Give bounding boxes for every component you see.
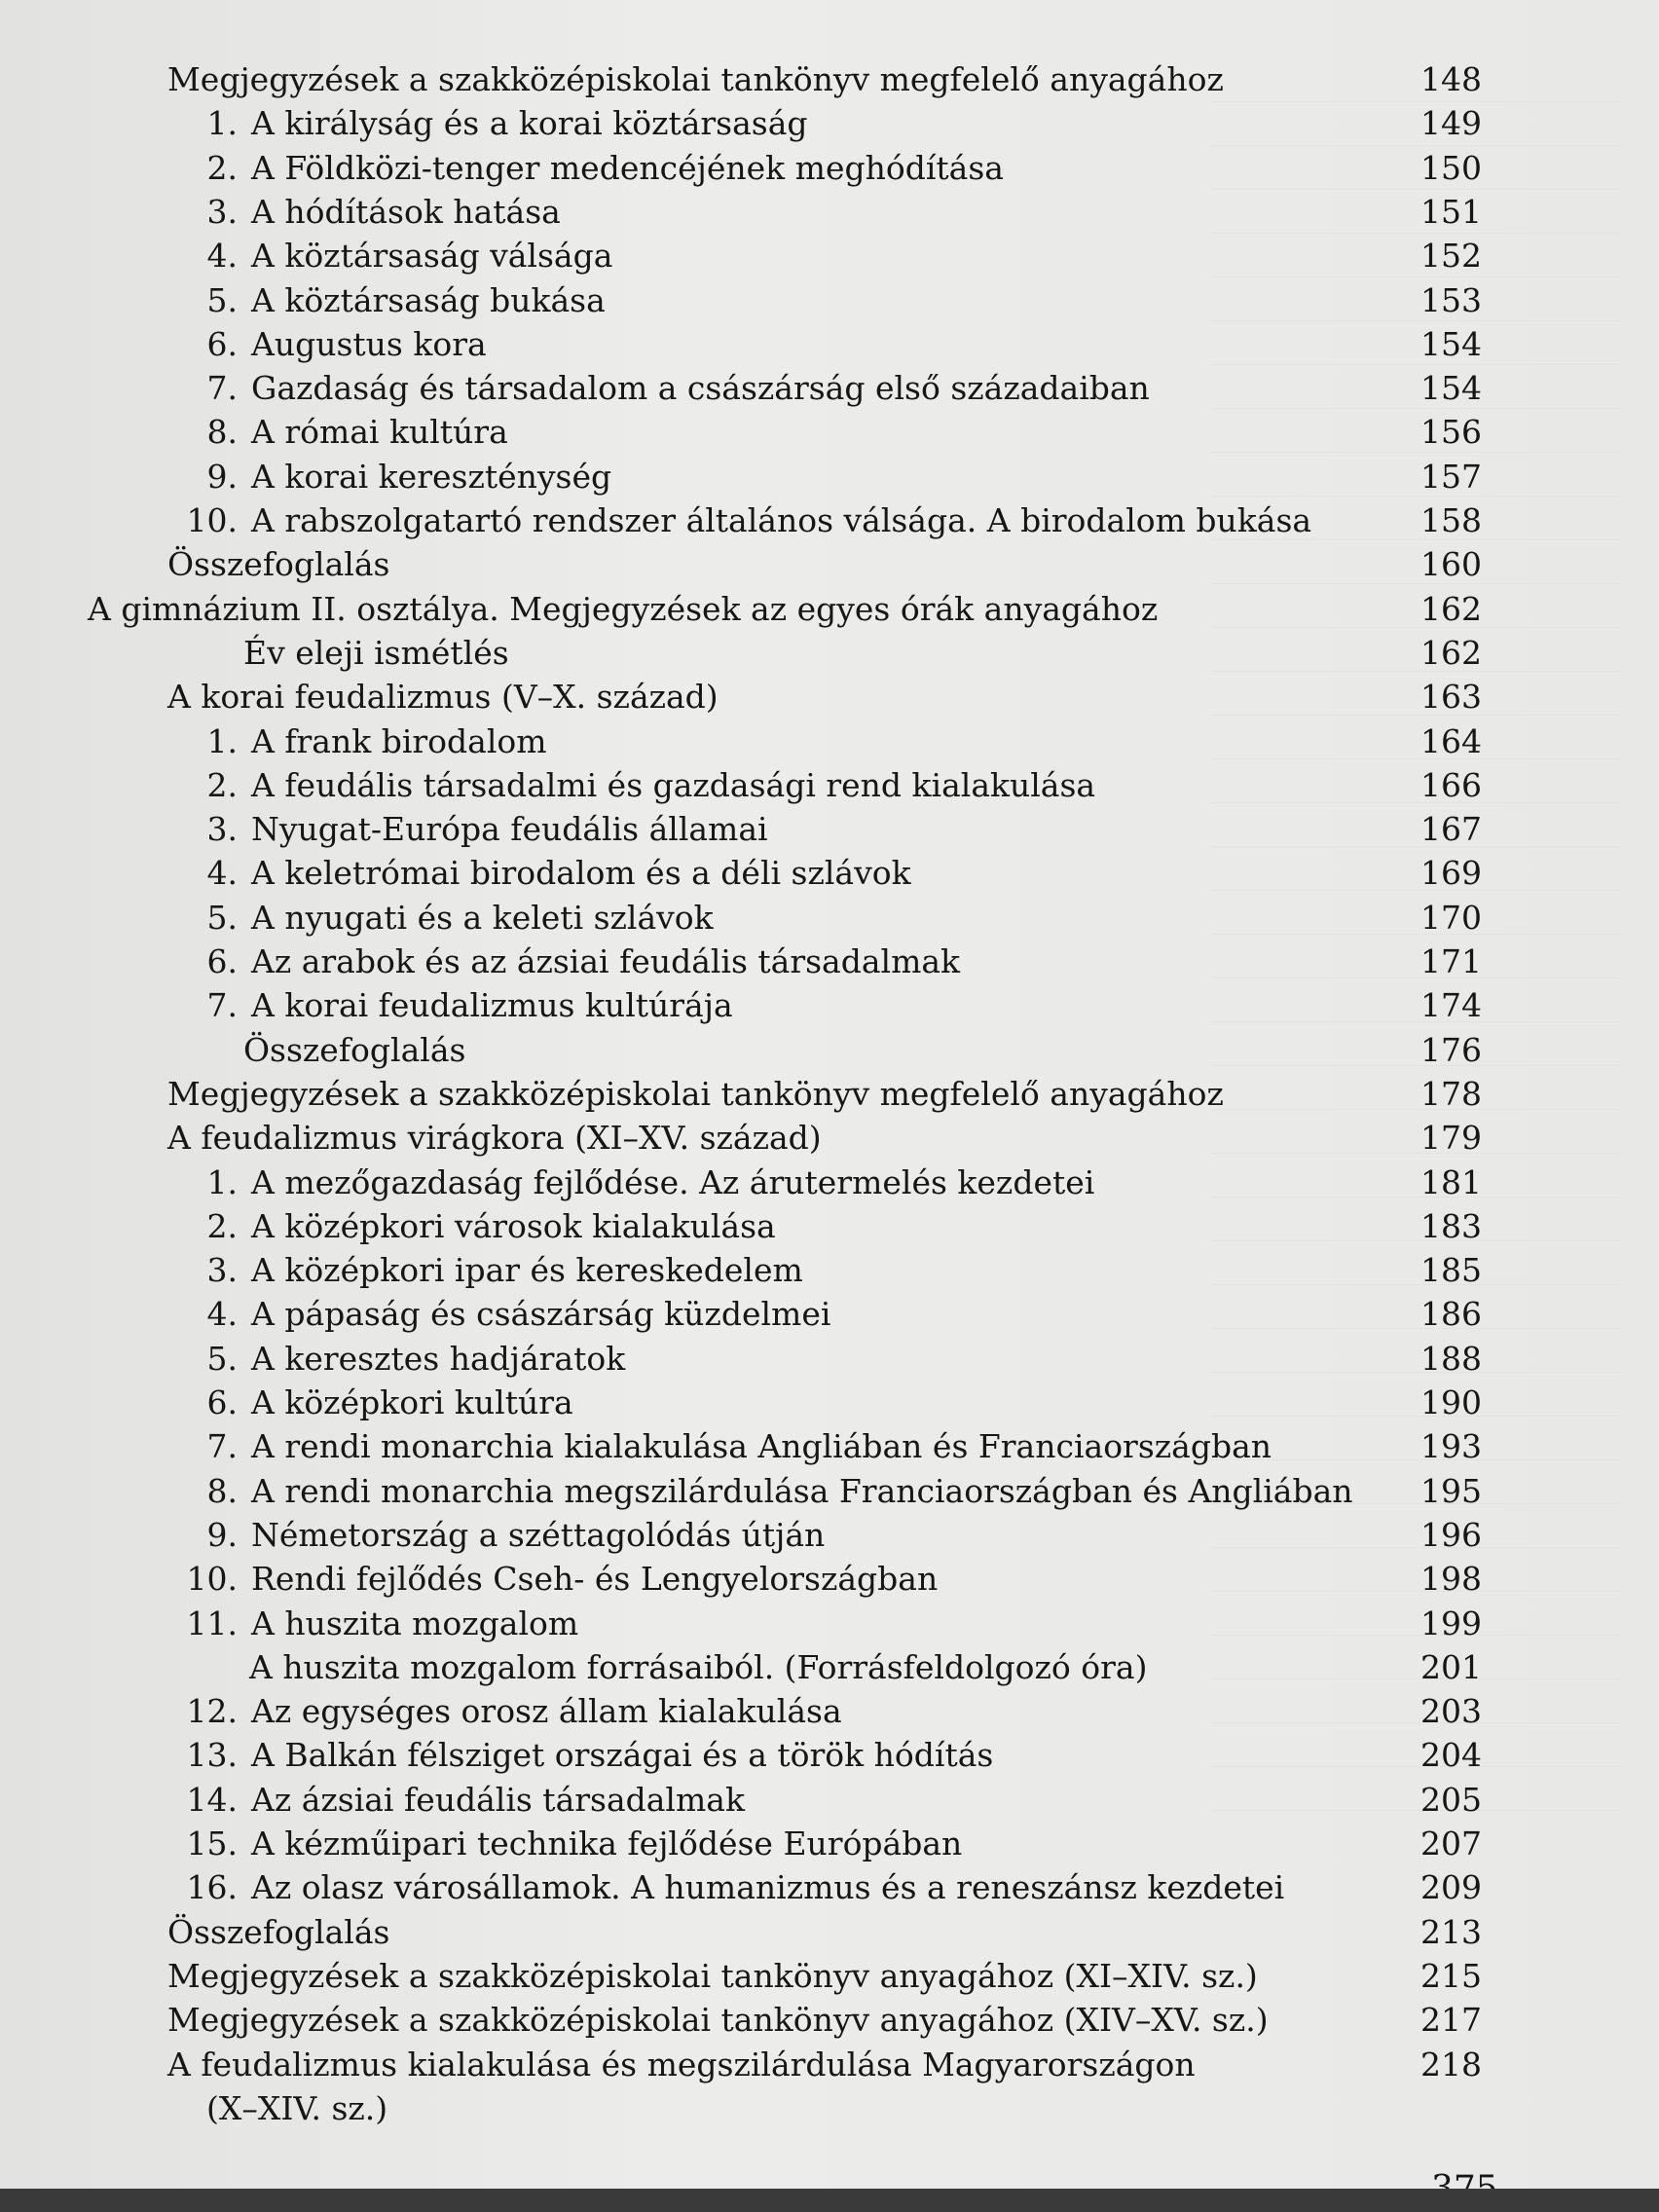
toc-entry-title: (X–XIV. sz.) bbox=[206, 2089, 388, 2127]
toc-entry-page: 158 bbox=[1420, 501, 1482, 539]
toc-entry bbox=[183, 279, 606, 322]
toc-entry bbox=[183, 1734, 993, 1777]
toc-entry-title: Az ázsiai feudális társadalmak bbox=[251, 1781, 745, 1819]
toc-entry-page: 162 bbox=[1420, 590, 1482, 628]
toc-entry-page: 166 bbox=[1420, 766, 1482, 804]
toc-entry bbox=[183, 411, 508, 454]
toc-entry-title: A huszita mozgalom bbox=[251, 1604, 579, 1642]
toc-entry bbox=[167, 2044, 1196, 2086]
toc-entry bbox=[167, 543, 389, 586]
toc-entry-number: 4. bbox=[206, 1295, 238, 1333]
toc-entry-number: 9. bbox=[206, 1516, 238, 1554]
toc-entry bbox=[243, 632, 509, 675]
toc-entry bbox=[206, 2087, 387, 2130]
toc-entry-page: 178 bbox=[1420, 1075, 1482, 1113]
toc-entry bbox=[183, 323, 487, 366]
toc-entry-number: 3. bbox=[206, 193, 238, 231]
toc-entry-page: 198 bbox=[1420, 1560, 1482, 1598]
toc-entry bbox=[183, 897, 714, 940]
toc-entry bbox=[183, 147, 1004, 190]
toc-entry-number: 12. bbox=[186, 1692, 238, 1730]
toc-entry bbox=[183, 984, 733, 1027]
toc-entry-number: 5. bbox=[206, 899, 238, 937]
toc-entry-title: A rabszolgatartó rendszer általános válsága. A birodalom bukása bbox=[251, 501, 1312, 539]
toc-entry-title: A korai kereszténység bbox=[251, 458, 612, 496]
toc-entry-title: A köztársaság válsága bbox=[251, 237, 613, 275]
toc-entry bbox=[183, 235, 612, 277]
toc-entry-title: A királyság és a korai köztársaság bbox=[251, 104, 808, 142]
toc-entry-page: 183 bbox=[1420, 1207, 1482, 1245]
toc-entry-title: A rendi monarchia kialakulása Angliában és Franciaországban bbox=[251, 1427, 1272, 1465]
toc-entry-title: Megjegyzések a szakközépiskolai tankönyv anyagához (XI–XIV. sz.) bbox=[167, 1957, 1258, 1995]
toc-entry-page: 213 bbox=[1420, 1913, 1482, 1951]
toc-entry bbox=[167, 1999, 1269, 2042]
toc-entry-title: A korai feudalizmus (V–X. század) bbox=[167, 678, 719, 716]
toc-entry-page: 188 bbox=[1420, 1340, 1482, 1378]
toc-entry bbox=[183, 808, 768, 851]
toc-entry bbox=[183, 720, 547, 763]
toc-entry-title: Összefoglalás bbox=[167, 545, 390, 583]
toc-entry-page: 195 bbox=[1420, 1472, 1482, 1510]
toc-entry bbox=[183, 1779, 745, 1822]
toc-entry-page: 169 bbox=[1420, 854, 1482, 892]
toc-entry-number: 2. bbox=[206, 149, 238, 187]
toc-entry-title: A feudális társadalmi és gazdasági rend kialakulása bbox=[251, 766, 1096, 804]
toc-entry-title: A keresztes hadjáratok bbox=[251, 1340, 626, 1378]
toc-entry-page: 207 bbox=[1420, 1825, 1482, 1862]
toc-entry-title: Rendi fejlődés Cseh- és Lengyelországban bbox=[251, 1560, 939, 1598]
toc-entry-title: A köztársaság bukása bbox=[251, 281, 606, 319]
toc-entry-page: 176 bbox=[1420, 1031, 1482, 1069]
toc-entry-page: 170 bbox=[1420, 899, 1482, 937]
toc-entry-page: 156 bbox=[1420, 413, 1482, 451]
toc-entry-page: 149 bbox=[1420, 104, 1482, 142]
toc-entry-number: 2. bbox=[206, 1207, 238, 1245]
toc-entry-number: 1. bbox=[206, 1163, 238, 1201]
toc-entry-page: 199 bbox=[1420, 1604, 1482, 1642]
toc-entry-number: 4. bbox=[206, 854, 238, 892]
toc-entry bbox=[249, 1646, 1147, 1689]
toc-entry-title: A korai feudalizmus kultúrája bbox=[251, 986, 733, 1024]
toc-entry bbox=[183, 191, 561, 234]
toc-entry-page: 186 bbox=[1420, 1295, 1482, 1333]
toc-entry bbox=[183, 852, 911, 895]
toc-entry-page: 148 bbox=[1420, 60, 1482, 98]
toc-entry bbox=[183, 1823, 962, 1865]
toc-entry-page: 167 bbox=[1420, 810, 1482, 848]
toc-entry-title: A középkori ipar és kereskedelem bbox=[251, 1251, 803, 1289]
toc-entry-number: 6. bbox=[206, 942, 238, 980]
toc-entry-title: A mezőgazdaság fejlődése. Az árutermelés kezdetei bbox=[251, 1163, 1095, 1201]
toc-entry-number: 6. bbox=[206, 325, 238, 363]
toc-entry bbox=[183, 1382, 573, 1424]
toc-entry-number: 8. bbox=[206, 1472, 238, 1510]
toc-entry-title: Év eleji ismétlés bbox=[243, 634, 509, 672]
toc-entry-title: A gimnázium II. osztálya. Megjegyzések az egyes órák anyagához bbox=[88, 590, 1159, 628]
toc-entry bbox=[183, 1690, 842, 1733]
toc-entry-title: A kézműipari technika fejlődése Európában bbox=[251, 1825, 963, 1862]
toc-entry-title: A pápaság és császárság küzdelmei bbox=[251, 1295, 831, 1333]
toc-entry bbox=[183, 1514, 825, 1557]
toc-entry bbox=[183, 1558, 938, 1601]
toc-entry-number: 16. bbox=[186, 1868, 238, 1906]
toc-entry-title: Augustus kora bbox=[251, 325, 487, 363]
toc-entry-title: A feudalizmus kialakulása és megszilárdulása Magyarországon bbox=[167, 2046, 1196, 2083]
bottom-edge-strip bbox=[0, 2189, 1659, 2212]
toc-entry-number: 4. bbox=[206, 237, 238, 275]
toc-entry-number: 5. bbox=[206, 281, 238, 319]
toc-entry-page: 153 bbox=[1420, 281, 1482, 319]
toc-entry bbox=[243, 1029, 465, 1072]
toc-entry bbox=[88, 588, 1158, 631]
toc-entry-title: A nyugati és a keleti szlávok bbox=[251, 899, 714, 937]
toc-entry-page: 152 bbox=[1420, 237, 1482, 275]
toc-entry bbox=[183, 1338, 625, 1381]
toc-entry bbox=[183, 1293, 830, 1336]
toc-entry-number: 3. bbox=[206, 1251, 238, 1289]
toc-entry-title: Az egységes orosz állam kialakulása bbox=[251, 1692, 842, 1730]
toc-entry-page: 151 bbox=[1420, 193, 1482, 231]
toc-entry bbox=[183, 456, 611, 498]
toc-entry-title: A hódítások hatása bbox=[251, 193, 561, 231]
toc-entry-title: A középkori kultúra bbox=[251, 1383, 573, 1421]
toc-entry-page: 174 bbox=[1420, 986, 1482, 1024]
toc-entry-number: 10. bbox=[186, 1560, 238, 1598]
toc-entry-page: 190 bbox=[1420, 1383, 1482, 1421]
toc-entry-title: Megjegyzések a szakközépiskolai tankönyv megfelelő anyagához bbox=[167, 60, 1224, 98]
toc-entry bbox=[183, 1205, 776, 1248]
toc-entry-number: 15. bbox=[186, 1825, 238, 1862]
toc-entry bbox=[183, 102, 808, 145]
toc-entry bbox=[183, 367, 1150, 410]
toc-entry-page: 164 bbox=[1420, 722, 1482, 760]
toc-entry-number: 7. bbox=[206, 986, 238, 1024]
toc-entry bbox=[183, 1866, 1284, 1909]
toc-entry-page: 157 bbox=[1420, 458, 1482, 496]
toc-entry-number: 14. bbox=[186, 1781, 238, 1819]
toc-entry-title: A római kultúra bbox=[251, 413, 508, 451]
toc-entry-page: 185 bbox=[1420, 1251, 1482, 1289]
toc-entry-title: Gazdaság és társadalom a császárság első századaiban bbox=[251, 369, 1150, 407]
toc-entry bbox=[183, 1249, 803, 1292]
toc-entry-page: 218 bbox=[1420, 2046, 1482, 2083]
toc-entry-number: 1. bbox=[206, 104, 238, 142]
toc-entry-number: 7. bbox=[206, 1427, 238, 1465]
toc-entry-number: 9. bbox=[206, 458, 238, 496]
toc-entry-number: 11. bbox=[186, 1604, 238, 1642]
toc-entry-page: 209 bbox=[1420, 1868, 1482, 1906]
toc-entry-title: A Földközi-tenger medencéjének meghódítása bbox=[251, 149, 1004, 187]
toc-entry-number: 6. bbox=[206, 1383, 238, 1421]
toc-entry-page: 204 bbox=[1420, 1736, 1482, 1774]
toc-entry bbox=[167, 676, 719, 719]
toc-entry-title: Az arabok és az ázsiai feudális társadalmak bbox=[251, 942, 961, 980]
toc-entry-number: 5. bbox=[206, 1340, 238, 1378]
toc-entry-number: 3. bbox=[206, 810, 238, 848]
toc-entry bbox=[167, 1911, 389, 1954]
toc-entry-title: Összefoglalás bbox=[243, 1031, 466, 1069]
toc-entry-page: 203 bbox=[1420, 1692, 1482, 1730]
toc-entry-page: 201 bbox=[1420, 1648, 1482, 1686]
toc-entry-title: A rendi monarchia megszilárdulása Franciaországban és Angliában bbox=[251, 1472, 1353, 1510]
toc-entry-page: 217 bbox=[1420, 2001, 1482, 2039]
toc-entry-number: 8. bbox=[206, 413, 238, 451]
toc-entry-page: 171 bbox=[1420, 942, 1482, 980]
toc-entry-page: 154 bbox=[1420, 369, 1482, 407]
toc-entry bbox=[183, 499, 1311, 542]
toc-entry-title: Megjegyzések a szakközépiskolai tankönyv megfelelő anyagához bbox=[167, 1075, 1224, 1113]
toc-entry-title: Összefoglalás bbox=[167, 1913, 390, 1951]
toc-entry-title: A Balkán félsziget országai és a török hódítás bbox=[251, 1736, 994, 1774]
toc-entry-title: A keletrómai birodalom és a déli szlávok bbox=[251, 854, 911, 892]
toc-entry-title: A középkori városok kialakulása bbox=[251, 1207, 776, 1245]
toc-entry-page: 150 bbox=[1420, 149, 1482, 187]
toc-entry bbox=[167, 58, 1224, 101]
toc-entry-number: 1. bbox=[206, 722, 238, 760]
toc-entry-title: Nyugat-Európa feudális államai bbox=[251, 810, 768, 848]
toc-entry bbox=[183, 1161, 1094, 1204]
toc-entry bbox=[183, 940, 960, 983]
toc-entry-number: 2. bbox=[206, 766, 238, 804]
toc-entry-page: 163 bbox=[1420, 678, 1482, 716]
toc-entry-page: 215 bbox=[1420, 1957, 1482, 1995]
toc-entry-page: 179 bbox=[1420, 1119, 1482, 1157]
toc-entry bbox=[183, 764, 1095, 807]
toc-entry bbox=[183, 1425, 1272, 1468]
toc-entry-title: A frank birodalom bbox=[251, 722, 547, 760]
toc-entry-page: 196 bbox=[1420, 1516, 1482, 1554]
toc-entry-title: Az olasz városállamok. A humanizmus és a reneszánsz kezdetei bbox=[251, 1868, 1285, 1906]
toc-entry-page: 162 bbox=[1420, 634, 1482, 672]
toc-entry-title: Megjegyzések a szakközépiskolai tankönyv anyagához (XIV–XV. sz.) bbox=[167, 2001, 1269, 2039]
toc-entry-page: 205 bbox=[1420, 1781, 1482, 1819]
toc-entry bbox=[167, 1073, 1224, 1116]
toc-entry bbox=[183, 1470, 1353, 1513]
toc-entry-page: 160 bbox=[1420, 545, 1482, 583]
toc-entry-title: A feudalizmus virágkora (XI–XV. század) bbox=[167, 1119, 822, 1157]
toc-entry-title: A huszita mozgalom forrásaiból. (Forrásfeldolgozó óra) bbox=[249, 1648, 1148, 1686]
toc-entry-page: 193 bbox=[1420, 1427, 1482, 1465]
toc-entry bbox=[183, 1603, 578, 1645]
toc-entry-number: 13. bbox=[186, 1736, 238, 1774]
toc-entry-number: 10. bbox=[186, 501, 238, 539]
toc-entry-number: 7. bbox=[206, 369, 238, 407]
toc-entry-page: 154 bbox=[1420, 325, 1482, 363]
toc-entry bbox=[167, 1955, 1258, 1998]
toc-entry bbox=[167, 1117, 822, 1160]
toc-entry-title: Németország a széttagolódás útján bbox=[251, 1516, 826, 1554]
toc-entry-page: 181 bbox=[1420, 1163, 1482, 1201]
